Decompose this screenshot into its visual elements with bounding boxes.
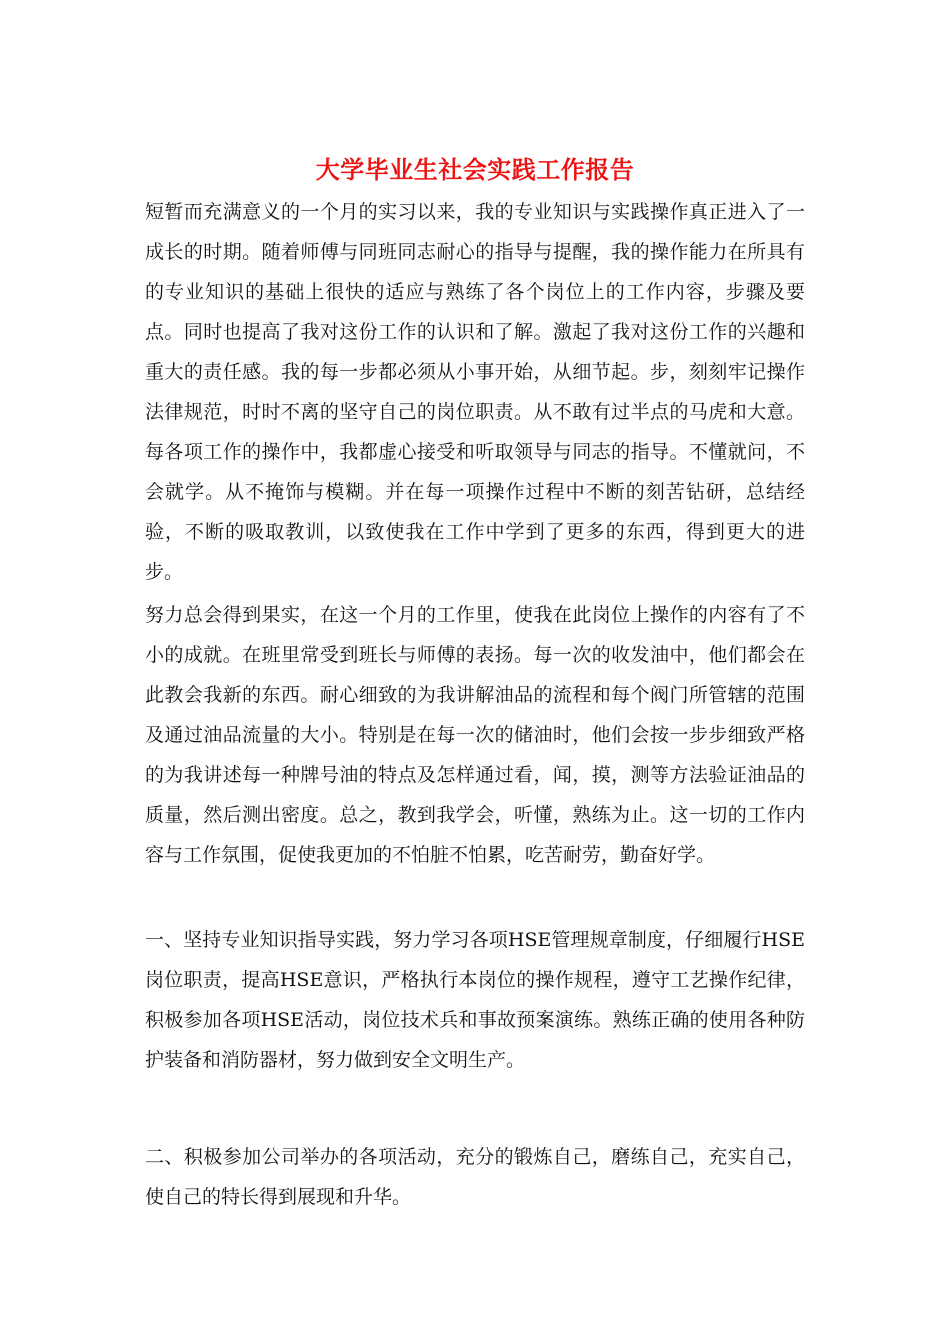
paragraph-1: 短暂而充满意义的一个月的实习以来，我的专业知识与实践操作真正进入了一成长的时期。随着师傅与同班同志耐心的指导与提醒，我的操作能力在所具有的专业知识的基础上很快的适应与熟练了各个岗位上的工作内容，步骤及要点。同时也提高了我对这份工作的认识和了解。激起了我对这份工作的兴趣和重大的责任感。我的每一步都必须从小事开始，从细节起。步，刻刻牢记操作法律规范，时时不离的坚守自己的岗位职责。从不敢有过半点的马虎和大意。每各项工作的操作中，我都虚心接受和听取领导与同志的指导。不懂就问，不会就学。从不掩饰与模糊。并在每一项操作过程中不断的刻苦钻研，总结经验，不断的吸取教训，以致使我在工作中学到了更多的东西，得到更大的进步。 [145,201,805,583]
paragraph-3: 一、坚持专业知识指导实践，努力学习各项HSE管理规章制度，仔细履行HSE岗位职责，提高HSE意识，严格执行本岗位的操作规程，遵守工艺操作纪律，积极参加各项HSE活动，岗位技术兵和事故预案演练。熟练正确的使用各种防护装备和消防器材，努力做到安全文明生产。 [145,929,805,1071]
document-title: 大学毕业生社会实践工作报告 [315,155,635,184]
paragraph-4: 二、积极参加公司举办的各项活动，充分的锻炼自己，磨练自己，充实自己，使自己的特长得到展现和升华。 [145,1146,805,1208]
paragraph-2: 努力总会得到果实，在这一个月的工作里，使我在此岗位上操作的内容有了不小的成就。在班里常受到班长与师傅的表扬。每一次的收发油中，他们都会在此教会我新的东西。耐心细致的为我讲解油品的流程和每个阀门所管辖的范围及通过油品流量的大小。特别是在每一次的储油时，他们会按一步步细致严格的为我讲述每一种牌号油的特点及怎样通过看，闻，摸，测等方法验证油品的质量，然后测出密度。总之，教到我学会，听懂，熟练为止。这一切的工作内容与工作氛围，促使我更加的不怕脏不怕累，吃苦耐劳，勤奋好学。 [145,604,805,866]
